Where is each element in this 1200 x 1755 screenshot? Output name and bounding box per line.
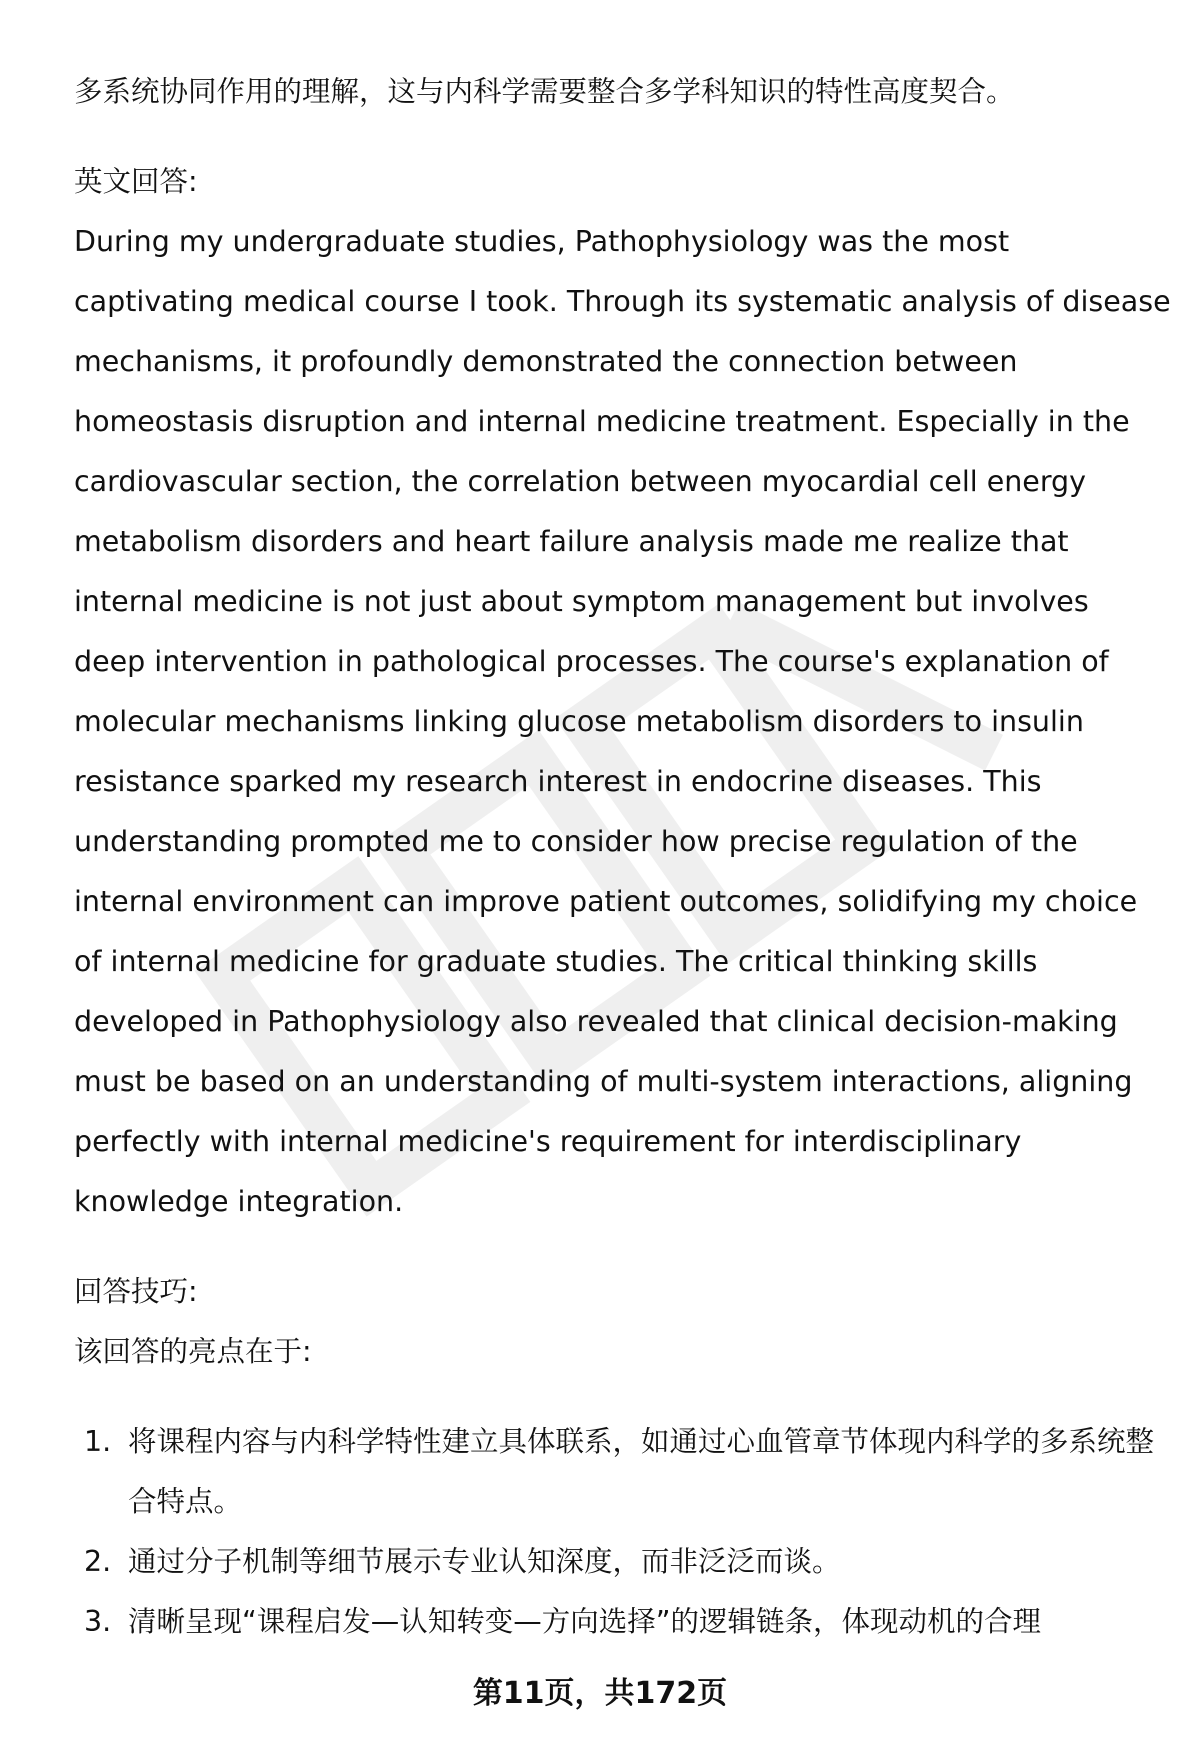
english-line: During my undergraduate studies, Pathophysiology was the most xyxy=(74,225,1010,258)
page-number-footer: 第11页，共172页 xyxy=(472,1676,728,1711)
tips-subheading: 该回答的亮点在于: xyxy=(74,1335,312,1368)
english-line: developed in Pathophysiology also revealed that clinical decision-making xyxy=(74,1005,1118,1038)
english-answer-heading: 英文回答: xyxy=(74,165,198,198)
list-item-number: 1. xyxy=(84,1425,112,1458)
english-line: internal environment can improve patient outcomes, solidifying my choice xyxy=(74,885,1138,918)
english-line: cardiovascular section, the correlation between myocardial cell energy xyxy=(74,465,1087,498)
english-line: deep intervention in pathological processes. The course's explanation of xyxy=(74,645,1109,678)
tips-heading: 回答技巧: xyxy=(74,1275,198,1308)
list-item-text: 通过分子机制等细节展示专业认知深度，而非泛泛而谈。 xyxy=(128,1545,841,1578)
tips-list xyxy=(74,1412,1164,1652)
english-line: internal medicine is not just about symptom management but involves xyxy=(74,585,1089,618)
english-line: must be based on an understanding of multi-system interactions, aligning xyxy=(74,1065,1133,1098)
english-line: understanding prompted me to consider how precise regulation of the xyxy=(74,825,1078,858)
english-line: homeostasis disruption and internal medicine treatment. Especially in the xyxy=(74,405,1130,438)
list-item-text: 将课程内容与内科学特性建立具体联系，如通过心血管章节体现内科学的多系统整合特点。 xyxy=(128,1425,1155,1518)
list-item-text: 清晰呈现“课程启发—认知转变—方向选择”的逻辑链条，体现动机的合理 xyxy=(128,1605,1042,1638)
english-line: resistance sparked my research interest in endocrine diseases. This xyxy=(74,765,1042,798)
intro-line: 多系统协同作用的理解，这与内科学需要整合多学科知识的特性高度契合。 xyxy=(74,75,1015,108)
english-answer-body xyxy=(74,212,1171,1232)
document-page xyxy=(74,62,1171,1652)
english-line: knowledge integration. xyxy=(74,1185,404,1218)
list-item xyxy=(74,1412,1164,1532)
english-line: perfectly with internal medicine's requirement for interdisciplinary xyxy=(74,1125,1022,1158)
list-item-number: 3. xyxy=(84,1605,112,1638)
english-line: captivating medical course I took. Through its systematic analysis of disease xyxy=(74,285,1171,318)
english-line: molecular mechanisms linking glucose metabolism disorders to insulin xyxy=(74,705,1084,738)
english-line: mechanisms, it profoundly demonstrated the connection between xyxy=(74,345,1018,378)
list-item xyxy=(74,1592,1164,1652)
list-item xyxy=(74,1532,1164,1592)
english-line: of internal medicine for graduate studies. The critical thinking skills xyxy=(74,945,1038,978)
list-item-number: 2. xyxy=(84,1545,112,1578)
english-line: metabolism disorders and heart failure analysis made me realize that xyxy=(74,525,1069,558)
